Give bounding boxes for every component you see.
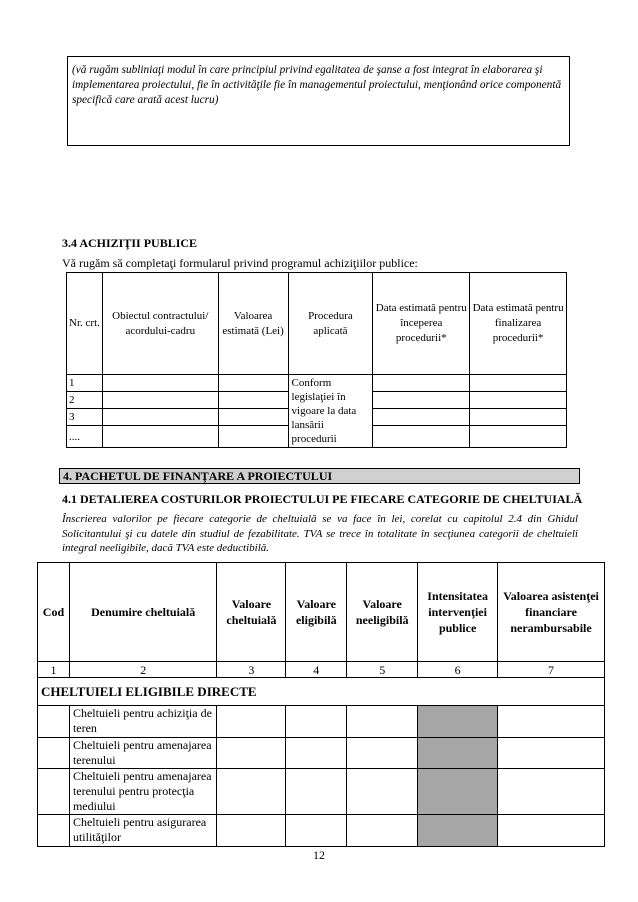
value-cell[interactable] [218, 409, 288, 426]
cost-cell[interactable] [217, 815, 286, 847]
intensity-cell-disabled [418, 706, 498, 738]
costs-table [37, 562, 605, 847]
grant-cell[interactable] [498, 706, 605, 738]
table-row [38, 706, 605, 738]
eligible-cell[interactable] [286, 769, 347, 815]
end-date-cell[interactable] [470, 375, 567, 392]
procurement-header-row [67, 273, 567, 375]
ineligible-cell[interactable] [347, 815, 418, 847]
procurement-table [66, 272, 567, 448]
end-date-cell[interactable] [470, 409, 567, 426]
object-cell[interactable] [102, 426, 218, 448]
table-row [38, 815, 605, 847]
eligible-cell[interactable] [286, 706, 347, 738]
section-4-bar [59, 468, 580, 484]
start-date-cell[interactable] [373, 426, 470, 448]
cost-cell[interactable] [217, 706, 286, 738]
col-header-procedure: Procedura aplicată [288, 273, 373, 375]
expense-name: Cheltuieli pentru amenajarea terenului pentru protecţia mediului [69, 769, 216, 815]
note-box [67, 56, 570, 146]
section-4-1-intro: Înscrierea valorilor pe fiecare categorie de cheltuială se va face în lei, corelat cu capitolul 2.4 din Ghidul Solicitantului şi cu datele din studiul de fezabilitate. TVA se trece în totalitate în secţiunea categorii de cheltuieli integral neeligibile, dacă TVA este deductibilă. [62, 513, 578, 554]
grant-cell[interactable] [498, 738, 605, 769]
grant-cell[interactable] [498, 815, 605, 847]
section-3-4-title: 3.4 ACHIZIŢII PUBLICE [62, 236, 198, 250]
col-header-grant: Valoarea asistenţei financiare nerambursabile [498, 563, 605, 662]
col-number: 5 [347, 662, 418, 678]
procedure-cell: Conform legislaţiei în vigoare la data lansării procedurii [288, 375, 373, 448]
cod-cell[interactable] [38, 738, 70, 769]
eligible-cell[interactable] [286, 815, 347, 847]
ineligible-cell[interactable] [347, 769, 418, 815]
expense-name: Cheltuieli pentru achiziţia de teren [69, 706, 216, 738]
expense-name: Cheltuieli pentru amenajarea terenului [69, 738, 216, 769]
col-header-value: Valoarea estimată (Lei) [218, 273, 288, 375]
value-cell[interactable] [218, 426, 288, 448]
cod-cell[interactable] [38, 815, 70, 847]
grant-cell[interactable] [498, 769, 605, 815]
col-number: 3 [217, 662, 286, 678]
value-cell[interactable] [218, 392, 288, 409]
col-number: 4 [286, 662, 347, 678]
col-header-end-date: Data estimată pentru finalizarea procedurii* [470, 273, 567, 375]
expense-name: Cheltuieli pentru asigurarea utilităţilor [69, 815, 216, 847]
object-cell[interactable] [102, 375, 218, 392]
start-date-cell[interactable] [373, 392, 470, 409]
col-header-cost-value: Valoare cheltuială [217, 563, 286, 662]
row-number: 3 [67, 409, 103, 426]
object-cell[interactable] [102, 409, 218, 426]
cost-cell[interactable] [217, 769, 286, 815]
start-date-cell[interactable] [373, 375, 470, 392]
end-date-cell[interactable] [470, 426, 567, 448]
col-number: 7 [498, 662, 605, 678]
col-header-nr: Nr. crt. [67, 273, 103, 375]
col-number: 6 [418, 662, 498, 678]
category-label: CHELTUIELI ELIGIBILE DIRECTE [38, 678, 605, 706]
col-header-eligible: Valoare eligibilă [286, 563, 347, 662]
object-cell[interactable] [102, 392, 218, 409]
cost-cell[interactable] [217, 738, 286, 769]
cod-cell[interactable] [38, 769, 70, 815]
section-3-4-intro: Vă rugăm să completaţi formularul privind programul achiziţiilor publice: [62, 256, 418, 270]
costs-header-row [38, 563, 605, 662]
col-header-name: Denumire cheltuială [69, 563, 216, 662]
table-row [67, 375, 567, 392]
col-number: 2 [69, 662, 216, 678]
row-number: 1 [67, 375, 103, 392]
row-number: 2 [67, 392, 103, 409]
section-4-title: 4. PACHETUL DE FINANŢARE A PROIECTULUI [63, 469, 333, 483]
col-header-object: Obiectul contractului/ acordului-cadru [102, 273, 218, 375]
note-text: (vă rugăm subliniaţi modul în care principiul privind egalitatea de şanse a fost integrat în elaborarea şi implementarea proiectului, fie în activităţile fie în managementul proiectului, menţionând orice componentă specifică care arată acest lucru) [72, 64, 562, 106]
eligible-cell[interactable] [286, 738, 347, 769]
category-row [38, 678, 605, 706]
col-header-cod: Cod [38, 563, 70, 662]
ineligible-cell[interactable] [347, 738, 418, 769]
section-4-1-title: 4.1 DETALIEREA COSTURILOR PROIECTULUI PE FIECARE CATEGORIE DE CHELTUIALĂ [62, 492, 583, 506]
cod-cell[interactable] [38, 706, 70, 738]
intensity-cell-disabled [418, 815, 498, 847]
page-number: 12 [313, 848, 325, 862]
col-number: 1 [38, 662, 70, 678]
col-header-intensity: Intensitatea intervenţiei publice [418, 563, 498, 662]
end-date-cell[interactable] [470, 392, 567, 409]
column-numbers-row [38, 662, 605, 678]
table-row [38, 769, 605, 815]
value-cell[interactable] [218, 375, 288, 392]
col-header-ineligible: Valoare neeligibilă [347, 563, 418, 662]
start-date-cell[interactable] [373, 409, 470, 426]
table-row [38, 738, 605, 769]
ineligible-cell[interactable] [347, 706, 418, 738]
intensity-cell-disabled [418, 738, 498, 769]
intensity-cell-disabled [418, 769, 498, 815]
row-number: .... [67, 426, 103, 448]
col-header-start-date: Data estimată pentru începerea procedurii* [373, 273, 470, 375]
